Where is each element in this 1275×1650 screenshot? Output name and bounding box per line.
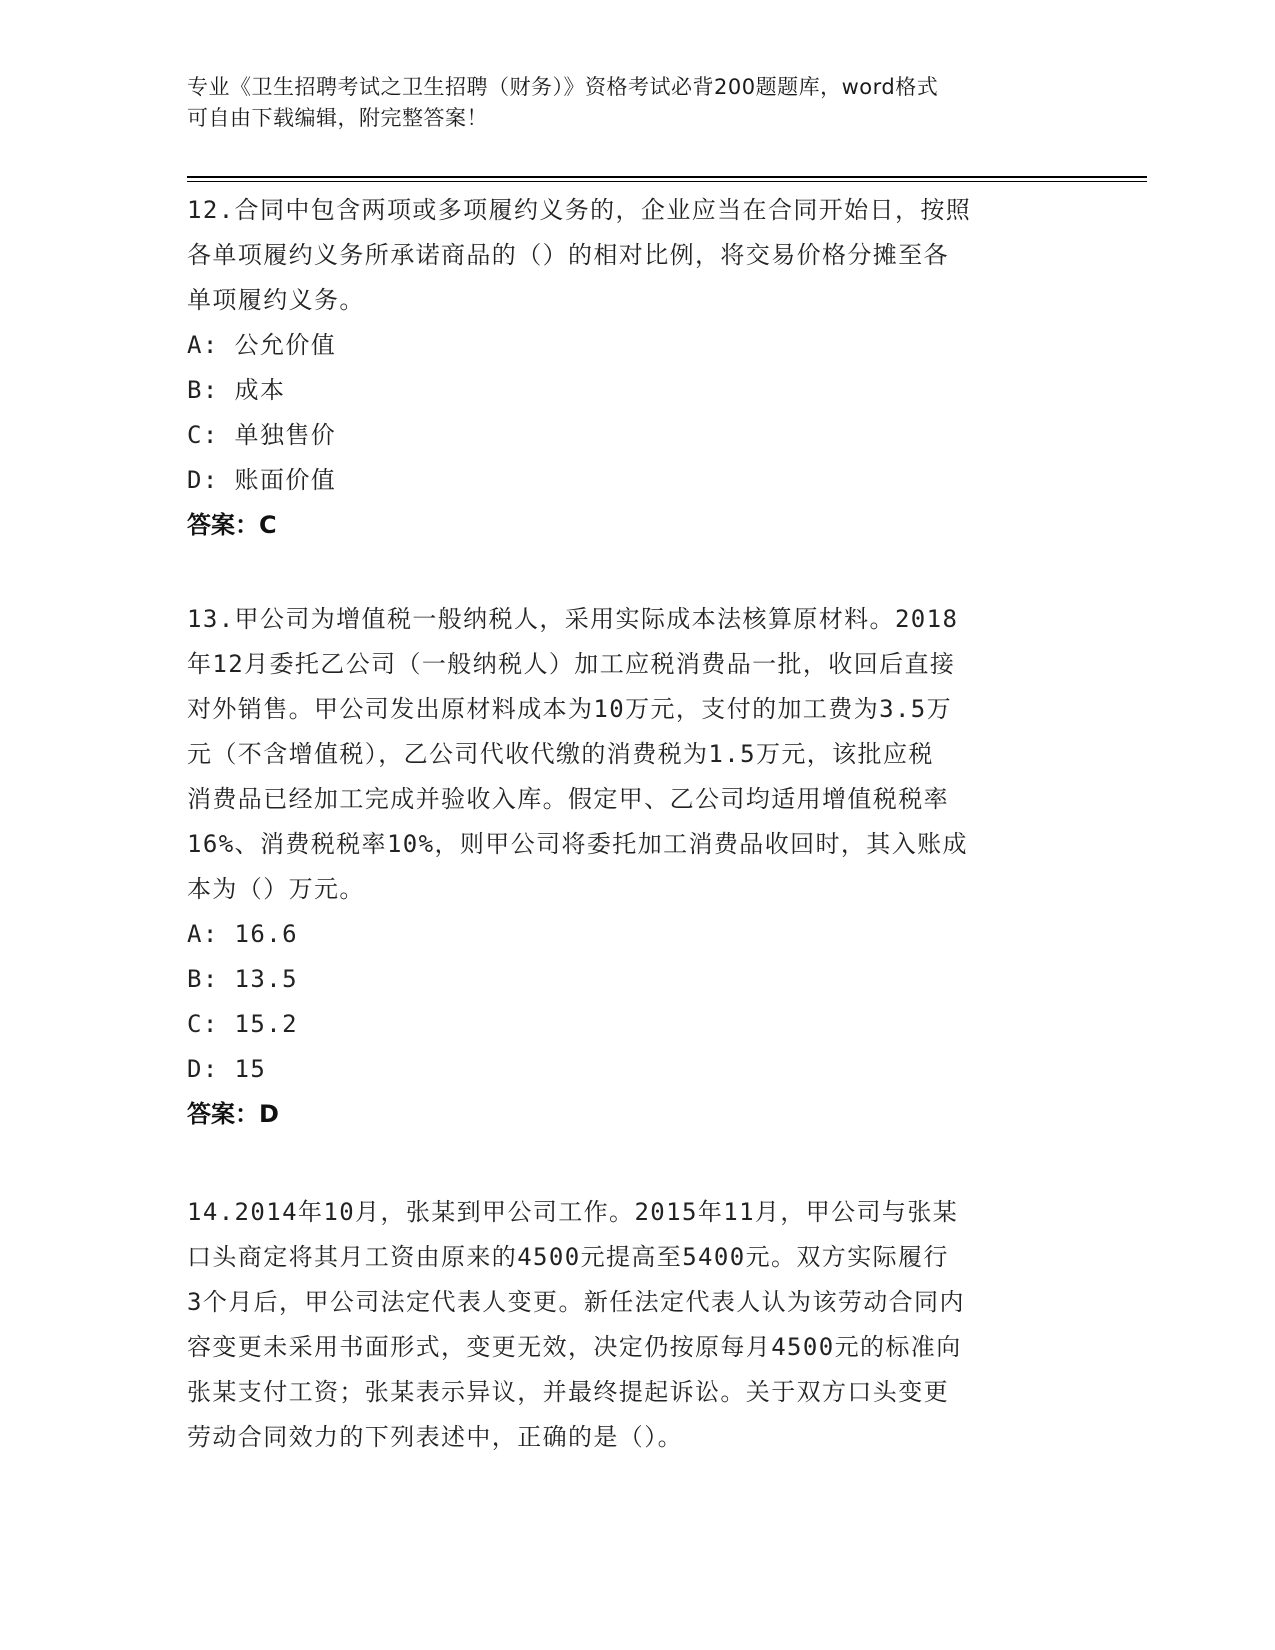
option-d: D: 15 bbox=[187, 1055, 267, 1083]
question-14 bbox=[187, 1190, 1087, 1460]
question-stem-line: 口头商定将其月工资由原来的4500元提高至5400元。双方实际履行 bbox=[187, 1243, 949, 1271]
option-a: A: 公允价值 bbox=[187, 331, 337, 359]
question-stem-line: 劳动合同效力的下列表述中，正确的是（）。 bbox=[187, 1423, 683, 1451]
question-stem-line: 3个月后，甲公司法定代表人变更。新任法定代表人认为该劳动合同内 bbox=[187, 1288, 965, 1316]
question-13 bbox=[187, 597, 1087, 1137]
option-a: A: 16.6 bbox=[187, 920, 298, 948]
question-stem-line: 单项履约义务。 bbox=[187, 286, 365, 314]
question-12 bbox=[187, 188, 1087, 548]
question-stem-line: 年12月委托乙公司（一般纳税人）加工应税消费品一批，收回后直接 bbox=[187, 650, 956, 678]
question-stem-line: 各单项履约义务所承诺商品的（）的相对比例，将交易价格分摊至各 bbox=[187, 241, 949, 269]
question-stem-line: 元（不含增值税），乙公司代收代缴的消费税为1.5万元，该批应税 bbox=[187, 740, 934, 768]
option-c: C: 单独售价 bbox=[187, 421, 337, 449]
header-divider-thick bbox=[187, 176, 1147, 178]
question-stem-line: 对外销售。甲公司发出原材料成本为10万元，支付的加工费为3.5万 bbox=[187, 695, 953, 723]
option-b: B: 13.5 bbox=[187, 965, 298, 993]
question-stem-line: 12.合同中包含两项或多项履约义务的，企业应当在合同开始日，按照 bbox=[187, 196, 972, 224]
question-stem-line: 本为（）万元。 bbox=[187, 875, 365, 903]
question-stem-line: 13.甲公司为增值税一般纳税人，采用实际成本法核算原材料。2018 bbox=[187, 605, 959, 633]
option-b: B: 成本 bbox=[187, 376, 286, 404]
question-stem-line: 消费品已经加工完成并验收入库。假定甲、乙公司均适用增值税税率 bbox=[187, 785, 949, 813]
answer-label: 答案：C bbox=[187, 511, 277, 539]
header-title-line-1: 专业《卫生招聘考试之卫生招聘（财务）》资格考试必背200题题库，word格式 bbox=[187, 75, 939, 99]
document-header bbox=[187, 72, 1087, 134]
question-stem-line: 张某支付工资；张某表示异议，并最终提起诉讼。关于双方口头变更 bbox=[187, 1378, 949, 1406]
answer-label: 答案：D bbox=[187, 1100, 279, 1128]
question-stem-line: 14.2014年10月，张某到甲公司工作。2015年11月，甲公司与张某 bbox=[187, 1198, 959, 1226]
header-title-line-2: 可自由下载编辑，附完整答案！ bbox=[187, 106, 488, 130]
header-divider-thin bbox=[187, 181, 1147, 182]
question-stem-line: 16%、消费税税率10%，则甲公司将委托加工消费品收回时，其入账成 bbox=[187, 830, 968, 858]
question-stem-line: 容变更未采用书面形式，变更无效，决定仍按原每月4500元的标准向 bbox=[187, 1333, 962, 1361]
option-d: D: 账面价值 bbox=[187, 466, 337, 494]
option-c: C: 15.2 bbox=[187, 1010, 298, 1038]
